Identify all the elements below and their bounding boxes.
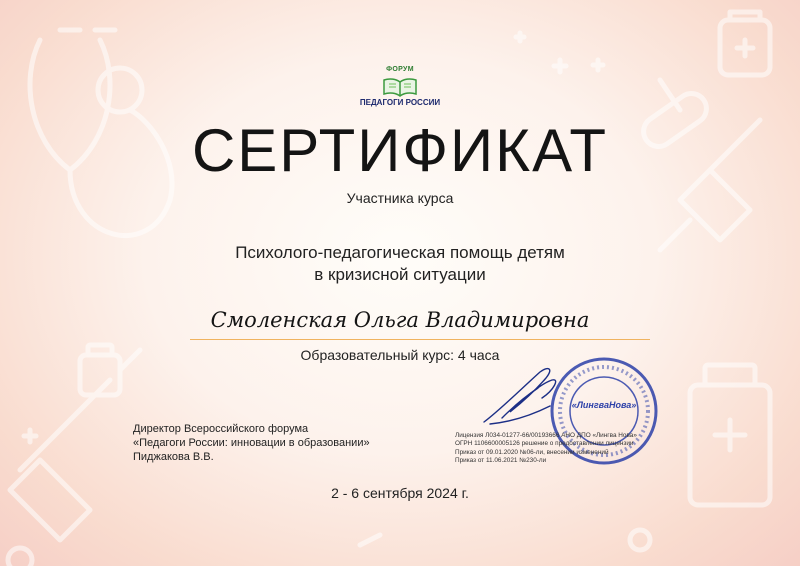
name-underline: [190, 339, 650, 340]
logo-top-text: ФОРУМ: [386, 66, 414, 73]
logo-bottom-text: ПЕДАГОГИ РОССИИ: [359, 98, 441, 107]
course-title-line2: в кризисной ситуации: [314, 265, 486, 284]
plus-icon: [24, 430, 36, 442]
pill-bottle-icon: [720, 12, 770, 75]
license-line3: Приказ от 09.01.2020 №06-ли, внесении изменений: [455, 448, 609, 456]
course-title-line1: Психолого-педагогическая помощь детям: [235, 243, 565, 262]
license-info: [455, 432, 637, 465]
stamp-center-text: «ЛингваНова»: [571, 400, 637, 410]
course-hours: Образовательный курс: 4 часа: [300, 347, 500, 363]
license-line2: ОГРН 1106600005126 решение о предоставлении лицензии: [455, 440, 634, 448]
pill-icon: [8, 548, 32, 566]
certificate-date: 2 - 6 сентября 2024 г.: [331, 485, 469, 501]
license-line4: Приказ от 11.06.2021 №230-ли: [455, 456, 547, 464]
director-title-line1: Директор Всероссийского форума: [133, 423, 309, 435]
plus-icon: [516, 33, 524, 41]
forum-logo: [352, 58, 448, 114]
director-name: Пиджакова В.В.: [133, 451, 214, 463]
certificate-title: СЕРТИФИКАТ: [191, 117, 609, 184]
course-title: [0, 242, 800, 286]
license-line1: Лицензия Л034-01277-66/00193666 АНО ДПО «Лингва Нова»: [455, 432, 637, 439]
plus-icon: [593, 60, 603, 70]
book-icon: [382, 76, 418, 98]
certificate-subtitle: Участника курса: [346, 190, 454, 206]
medicine-bottle-icon: [690, 365, 770, 505]
pill-icon: [360, 535, 380, 545]
director-title-line2: «Педагоги России: инновации в образовании»: [133, 437, 370, 449]
pill-icon: [630, 530, 650, 550]
recipient-name: Смоленская Ольга Владимировна: [210, 308, 590, 332]
director-signature-block: [133, 422, 370, 464]
plus-icon: [554, 60, 566, 72]
